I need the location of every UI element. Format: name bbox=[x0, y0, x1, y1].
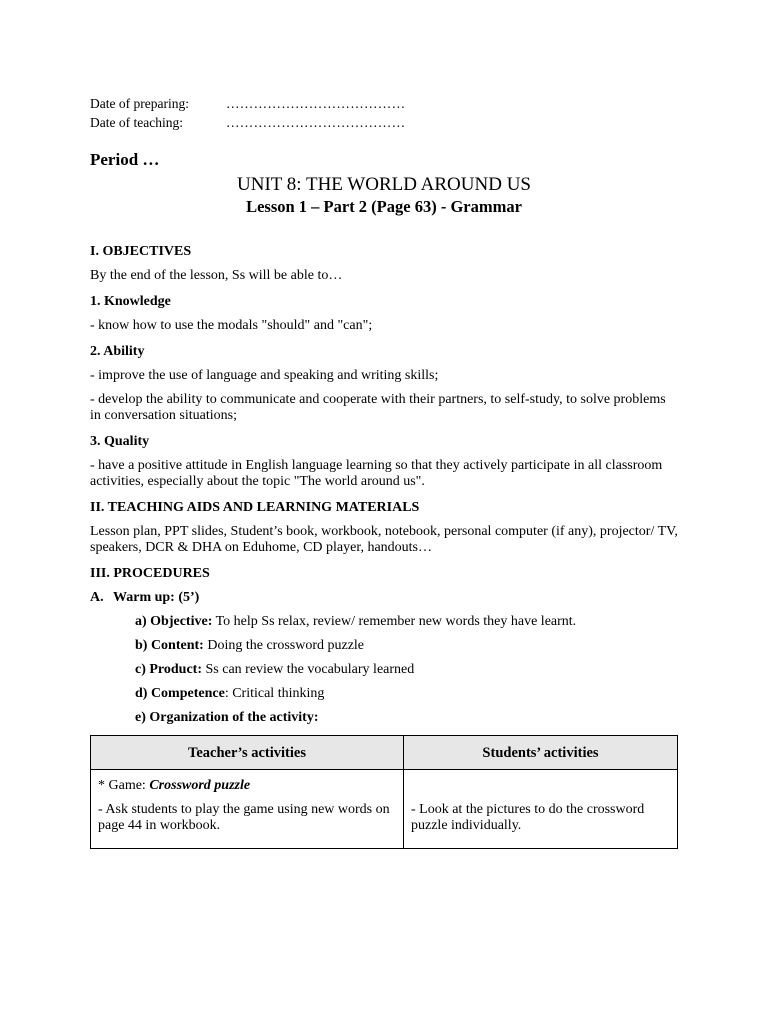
teacher-activities-cell bbox=[91, 770, 404, 849]
objective-line bbox=[135, 614, 678, 630]
quality-item: - have a positive attitude in English language learning so that they actively participate in all classroom activities, especially about the topic "The world around us". bbox=[90, 458, 663, 489]
product-text: Ss can review the vocabulary learned bbox=[202, 662, 415, 677]
competence-text: : Critical thinking bbox=[224, 686, 325, 701]
teaching-aids-text: Lesson plan, PPT slides, Student’s book, workbook, notebook, personal computer (if any), projector/ TV, speakers, DCR & DHA on Eduhome, CD player, handouts… bbox=[90, 524, 678, 555]
objectives-heading: I. OBJECTIVES bbox=[90, 244, 192, 259]
objective-label: a) Objective: bbox=[135, 614, 213, 629]
date-preparing-label: Date of preparing: bbox=[90, 96, 189, 111]
students-activities-cell bbox=[404, 770, 678, 849]
date-teaching-label: Date of teaching: bbox=[90, 115, 183, 130]
period-label: Period … bbox=[90, 150, 160, 169]
activities-table bbox=[90, 735, 678, 849]
content-text: Doing the crossword puzzle bbox=[203, 638, 365, 653]
lesson-plan-page bbox=[90, 96, 678, 849]
content-label: b) Content: bbox=[135, 638, 204, 653]
unit-title: UNIT 8: THE WORLD AROUND US bbox=[237, 174, 531, 195]
product-line bbox=[135, 662, 678, 678]
teaching-aids-heading: II. TEACHING AIDS AND LEARNING MATERIALS bbox=[90, 500, 420, 515]
date-preparing-value: ………………………………… bbox=[226, 96, 406, 111]
date-teaching-row bbox=[90, 115, 678, 134]
content-line bbox=[135, 638, 678, 654]
ability-item-1: - improve the use of language and speaking and writing skills; bbox=[90, 368, 439, 383]
product-label: c) Product: bbox=[135, 662, 202, 677]
date-preparing-row bbox=[90, 96, 678, 115]
game-line bbox=[98, 778, 396, 794]
quality-heading: 3. Quality bbox=[90, 434, 150, 449]
objective-text: To help Ss relax, review/ remember new words they have learnt. bbox=[212, 614, 577, 629]
organization-label: e) Organization of the activity: bbox=[135, 710, 319, 725]
teacher-activities-header: Teacher’s activities bbox=[91, 736, 404, 770]
student-activity-text: - Look at the pictures to do the crossword puzzle individually. bbox=[411, 802, 645, 833]
ability-item-2: - develop the ability to communicate and cooperate with their partners, to self-study, to solve problems in conversation situations; bbox=[90, 392, 666, 423]
table-header-row bbox=[91, 736, 678, 770]
game-prefix: * Game: bbox=[98, 778, 150, 793]
knowledge-heading: 1. Knowledge bbox=[90, 294, 171, 309]
competence-line bbox=[135, 686, 678, 702]
date-teaching-value: ………………………………… bbox=[226, 115, 406, 130]
game-name: Crossword puzzle bbox=[149, 778, 251, 793]
competence-label: d) Competence bbox=[135, 686, 225, 701]
knowledge-item: - know how to use the modals "should" and "can"; bbox=[90, 318, 373, 333]
students-activities-header: Students’ activities bbox=[404, 736, 678, 770]
warmup-heading bbox=[90, 590, 678, 606]
teacher-activity-text: - Ask students to play the game using new words on page 44 in workbook. bbox=[98, 802, 390, 833]
lesson-title: Lesson 1 – Part 2 (Page 63) - Grammar bbox=[246, 197, 522, 216]
ability-heading: 2. Ability bbox=[90, 344, 145, 359]
organization-line bbox=[135, 710, 678, 726]
students-spacer bbox=[411, 778, 670, 794]
table-row bbox=[91, 770, 678, 849]
warmup-title: Warm up: (5’) bbox=[113, 590, 200, 605]
objectives-intro: By the end of the lesson, Ss will be able to… bbox=[90, 268, 343, 283]
warmup-number: A. bbox=[90, 590, 104, 605]
procedures-heading: III. PROCEDURES bbox=[90, 566, 210, 581]
